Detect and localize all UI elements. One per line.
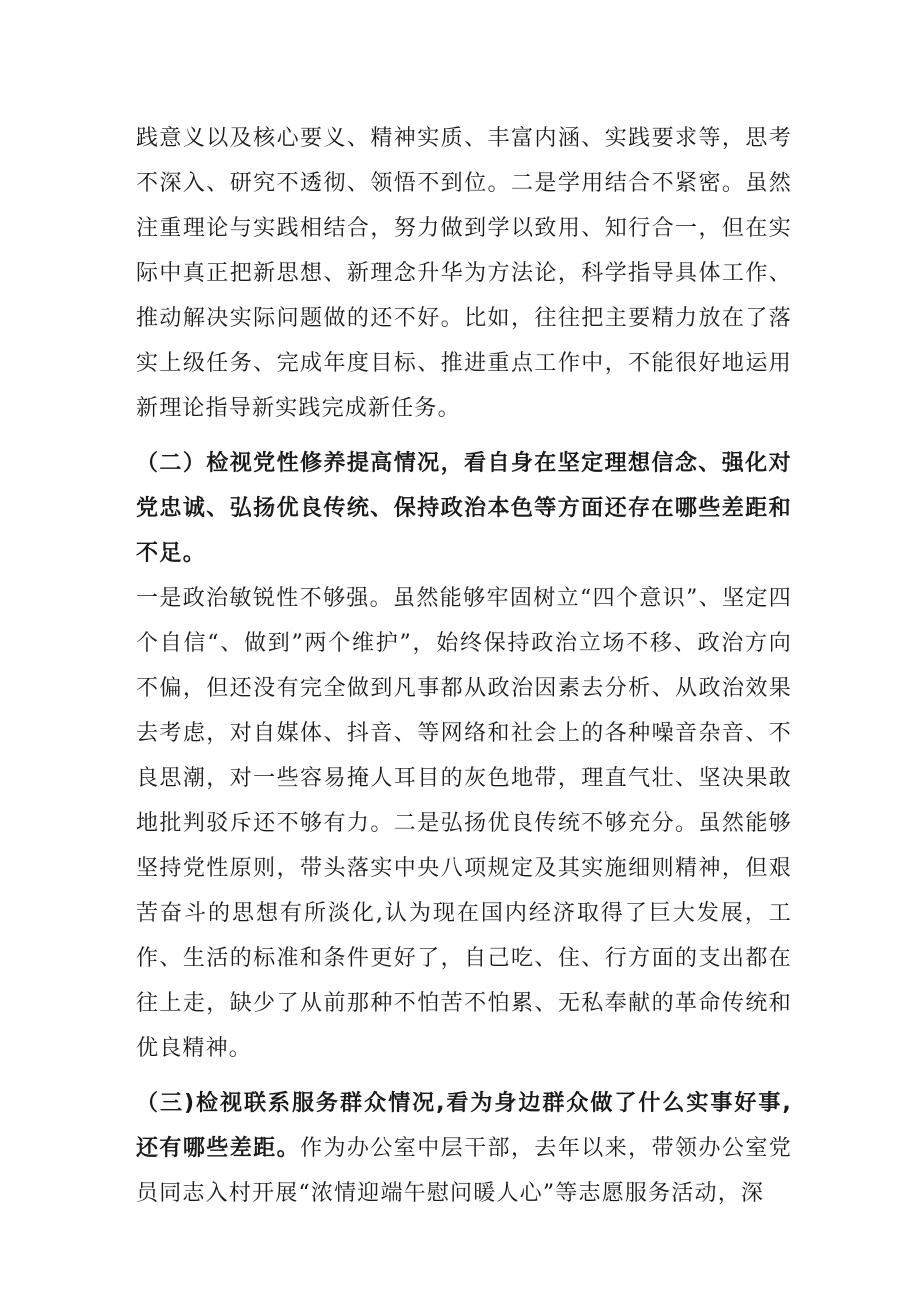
paragraph-serving-masses — [136, 1081, 792, 1216]
paragraph-political-sensitivity: 一是政治敏锐性不够强。虽然能够牢固树立“四个意识”、坚定四个自信“、做到”两个维护”，始终保持政治立场不移、政治方向不偏，但还没有完全做到凡事都从政治因素去分析、从政治效果去考虑，对自媒体、抖音、等网络和社会上的各种噪音杂音、不良思潮，对一些容易掩人耳目的灰色地带，理直气壮、坚决果敢地批判驳斥还不够有力。二是弘扬优良传统不够充分。虽然能够坚持党性原则，带头落实中央八项规定及其实施细则精神，但艰苦奋斗的思想有所淡化,认为现在国内经济取得了巨大发展，工作、生活的标准和条件更好了，自己吃、住、行方面的支出都在往上走，缺少了从前那种不怕苦不怕累、无私奉献的革命传统和优良精神。 — [136, 586, 792, 1061]
section-heading-serving-masses: （三)检视联系服务群众情况,看为身边群众做了什么实事好事,还有哪些差距。 — [136, 1091, 792, 1161]
paragraph-serving-masses-text: 作为办公室中层干部，去年以来，带领办公室党员同志入村开展“浓情迎端午慰问暖人心”等志愿服务活动，深 — [136, 1136, 792, 1206]
section-heading-party-spirit-text: （二）检视党性修养提高情况，看自身在坚定理想信念、强化对党忠诚、弘扬优良传统、保持政治本色等方面还存在哪些差距和不足。 — [136, 451, 792, 566]
document-body — [136, 116, 792, 1216]
section-heading-party-spirit — [136, 441, 792, 576]
paragraph-theory-practice: 践意义以及核心要义、精神实质、丰富内涵、实践要求等，思考不深入、研究不透彻、领悟不到位。二是学用结合不紧密。虽然注重理论与实践相结合，努力做到学以致用、知行合一，但在实际中真正把新思想、新理念升华为方法论，科学指导具体工作、推动解决实际问题做的还不好。比如，往往把主要精力放在了落实上级任务、完成年度目标、推进重点工作中，不能很好地运用新理论指导新实践完成新任务。 — [136, 126, 792, 421]
